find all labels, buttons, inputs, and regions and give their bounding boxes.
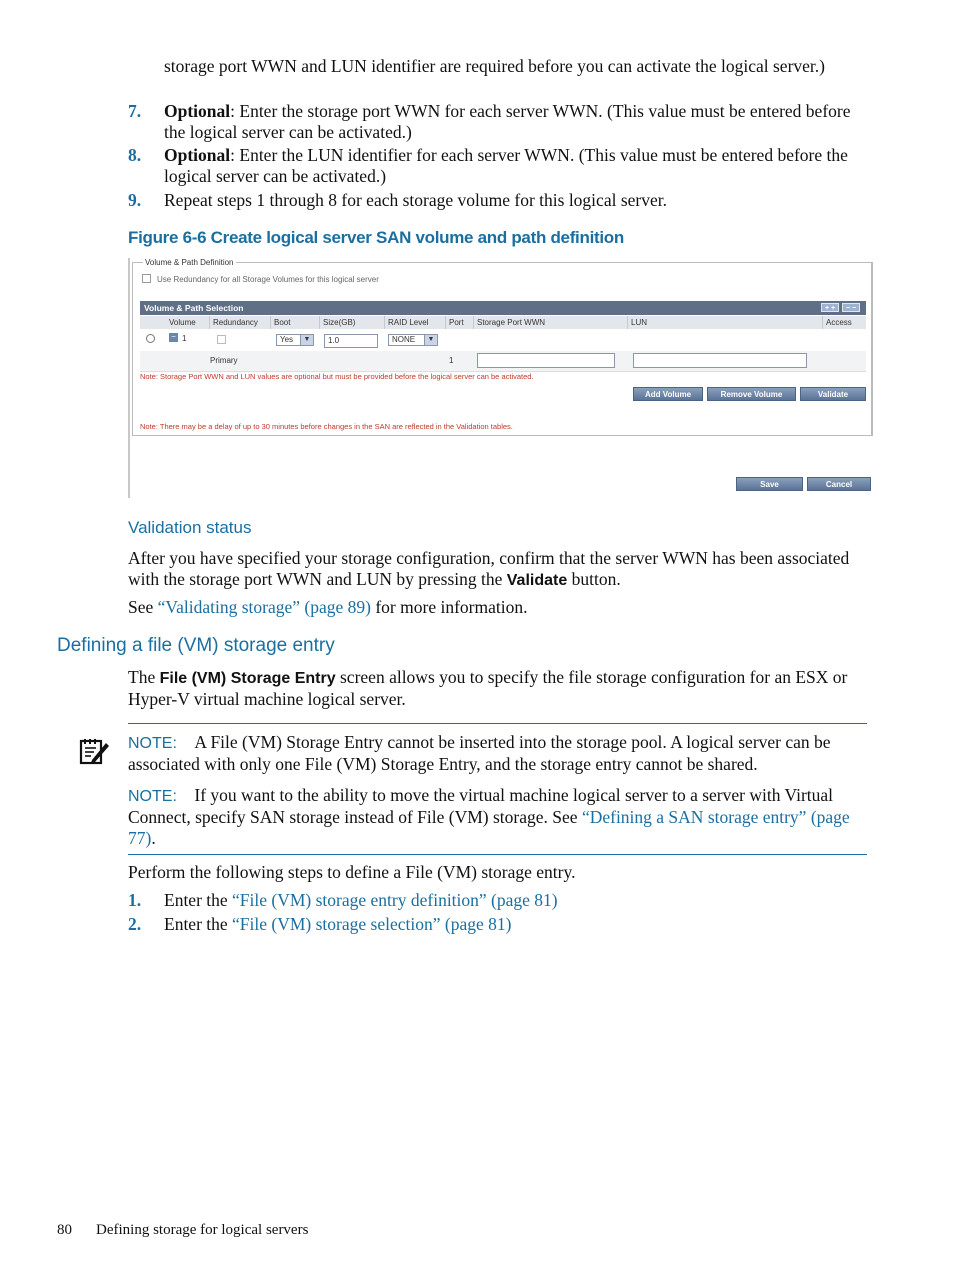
note-bottom-rule bbox=[128, 854, 867, 855]
list-item: 2. Enter the “File (VM) storage selection” (page 81) bbox=[128, 914, 512, 934]
volume-path-fieldset bbox=[132, 258, 873, 436]
perform-paragraph: Perform the following steps to define a File (VM) storage entry. bbox=[128, 862, 576, 882]
section-heading: Defining a file (VM) storage entry bbox=[57, 635, 335, 656]
row-redundancy-checkbox[interactable] bbox=[217, 335, 226, 344]
size-input[interactable]: 1.0 bbox=[324, 334, 378, 348]
redundancy-label: Use Redundancy for all Storage Volumes for this logical server bbox=[157, 275, 379, 284]
validation-heading: Validation status bbox=[128, 518, 252, 537]
add-volume-button[interactable]: Add Volume bbox=[633, 387, 703, 401]
row-radio[interactable] bbox=[146, 334, 155, 343]
list-item: 8. Optional: Enter the LUN identifier for each server WWN. (This value must be entered before the logical server can be activated.) bbox=[128, 145, 848, 186]
expand-all-button[interactable]: + + bbox=[821, 303, 839, 312]
fieldset-legend: Volume & Path Definition bbox=[145, 258, 234, 267]
chevron-down-icon: ▼ bbox=[424, 335, 437, 345]
chevron-down-icon: ▼ bbox=[300, 335, 313, 345]
cancel-button[interactable]: Cancel bbox=[807, 477, 871, 491]
validate-button[interactable]: Validate bbox=[800, 387, 866, 401]
file-storage-selection-link[interactable]: “File (VM) storage selection” (page 81) bbox=[232, 914, 512, 934]
defining-san-storage-link[interactable]: “Defining a SAN storage entry” (page 77) bbox=[128, 807, 850, 848]
list-item: 7. Optional: Enter the storage port WWN for each server WWN. (This value must be entered before the logical server can be activated.) bbox=[128, 101, 851, 142]
boot-select[interactable]: Yes ▼ bbox=[276, 334, 314, 346]
redundancy-checkbox[interactable] bbox=[142, 274, 151, 283]
see-reference: See “Validating storage” (page 89) for more information. bbox=[128, 597, 528, 617]
remove-volume-button[interactable]: Remove Volume bbox=[707, 387, 796, 401]
list-item: 9. Repeat steps 1 through 8 for each storage volume for this logical server. bbox=[128, 190, 667, 210]
note-2: NOTE: If you want to the ability to move the virtual machine logical server to a server with Virtual Connect, specify SAN storage instead of File (VM) storage. See “Defining a SAN storage entry” (page 77). bbox=[128, 785, 850, 848]
figure-screenshot bbox=[128, 258, 872, 498]
validation-paragraph: After you have specified your storage configuration, confirm that the server WWN has been associated with the storage port WWN and LUN by pressing the Validate button. bbox=[128, 548, 850, 589]
storage-port-wwn-input[interactable] bbox=[477, 353, 615, 368]
table-row: − 1 Yes ▼ 1.0 NONE ▼ bbox=[140, 329, 866, 352]
intro-continuation: storage port WWN and LUN identifier are required before you can activate the logical server.) bbox=[164, 56, 825, 76]
san-delay-note: Note: There may be a delay of up to 30 minutes before changes in the SAN are reflected in the Validation tables. bbox=[140, 422, 513, 431]
note-top-rule bbox=[128, 723, 867, 724]
footer-title: Defining storage for logical servers bbox=[96, 1222, 309, 1238]
validating-storage-link[interactable]: “Validating storage” (page 89) bbox=[157, 597, 371, 617]
list-item: 1. Enter the “File (VM) storage entry definition” (page 81) bbox=[128, 890, 558, 910]
table-row: Primary 1 bbox=[140, 351, 866, 372]
raid-select[interactable]: NONE ▼ bbox=[388, 334, 438, 346]
optional-values-note: Note: Storage Port WWN and LUN values are optional but must be provided before the logical server can be activated. bbox=[140, 372, 534, 381]
page-number: 80 bbox=[57, 1222, 72, 1238]
column-headers: Volume Redundancy Boot Size(GB) RAID Level Port Storage Port WWN LUN Access bbox=[140, 316, 866, 330]
file-storage-entry-definition-link[interactable]: “File (VM) storage entry definition” (page 81) bbox=[232, 890, 558, 910]
save-button[interactable]: Save bbox=[736, 477, 803, 491]
grid-header: Volume & Path Selection + + − − bbox=[140, 301, 866, 315]
collapse-icon[interactable]: − bbox=[169, 333, 178, 342]
note-1: NOTE: A File (VM) Storage Entry cannot be inserted into the storage pool. A logical server can be associated with only one File (VM) Storage Entry, and the storage entry cannot be shared. bbox=[128, 732, 831, 774]
collapse-all-button[interactable]: − − bbox=[842, 303, 860, 312]
figure-caption: Figure 6-6 Create logical server SAN volume and path definition bbox=[128, 228, 624, 247]
section-paragraph: The File (VM) Storage Entry screen allows you to specify the file storage configuration for an ESX or Hyper-V virtual machine logical server. bbox=[128, 667, 848, 709]
lun-input[interactable] bbox=[633, 353, 807, 368]
note-icon bbox=[79, 735, 111, 767]
